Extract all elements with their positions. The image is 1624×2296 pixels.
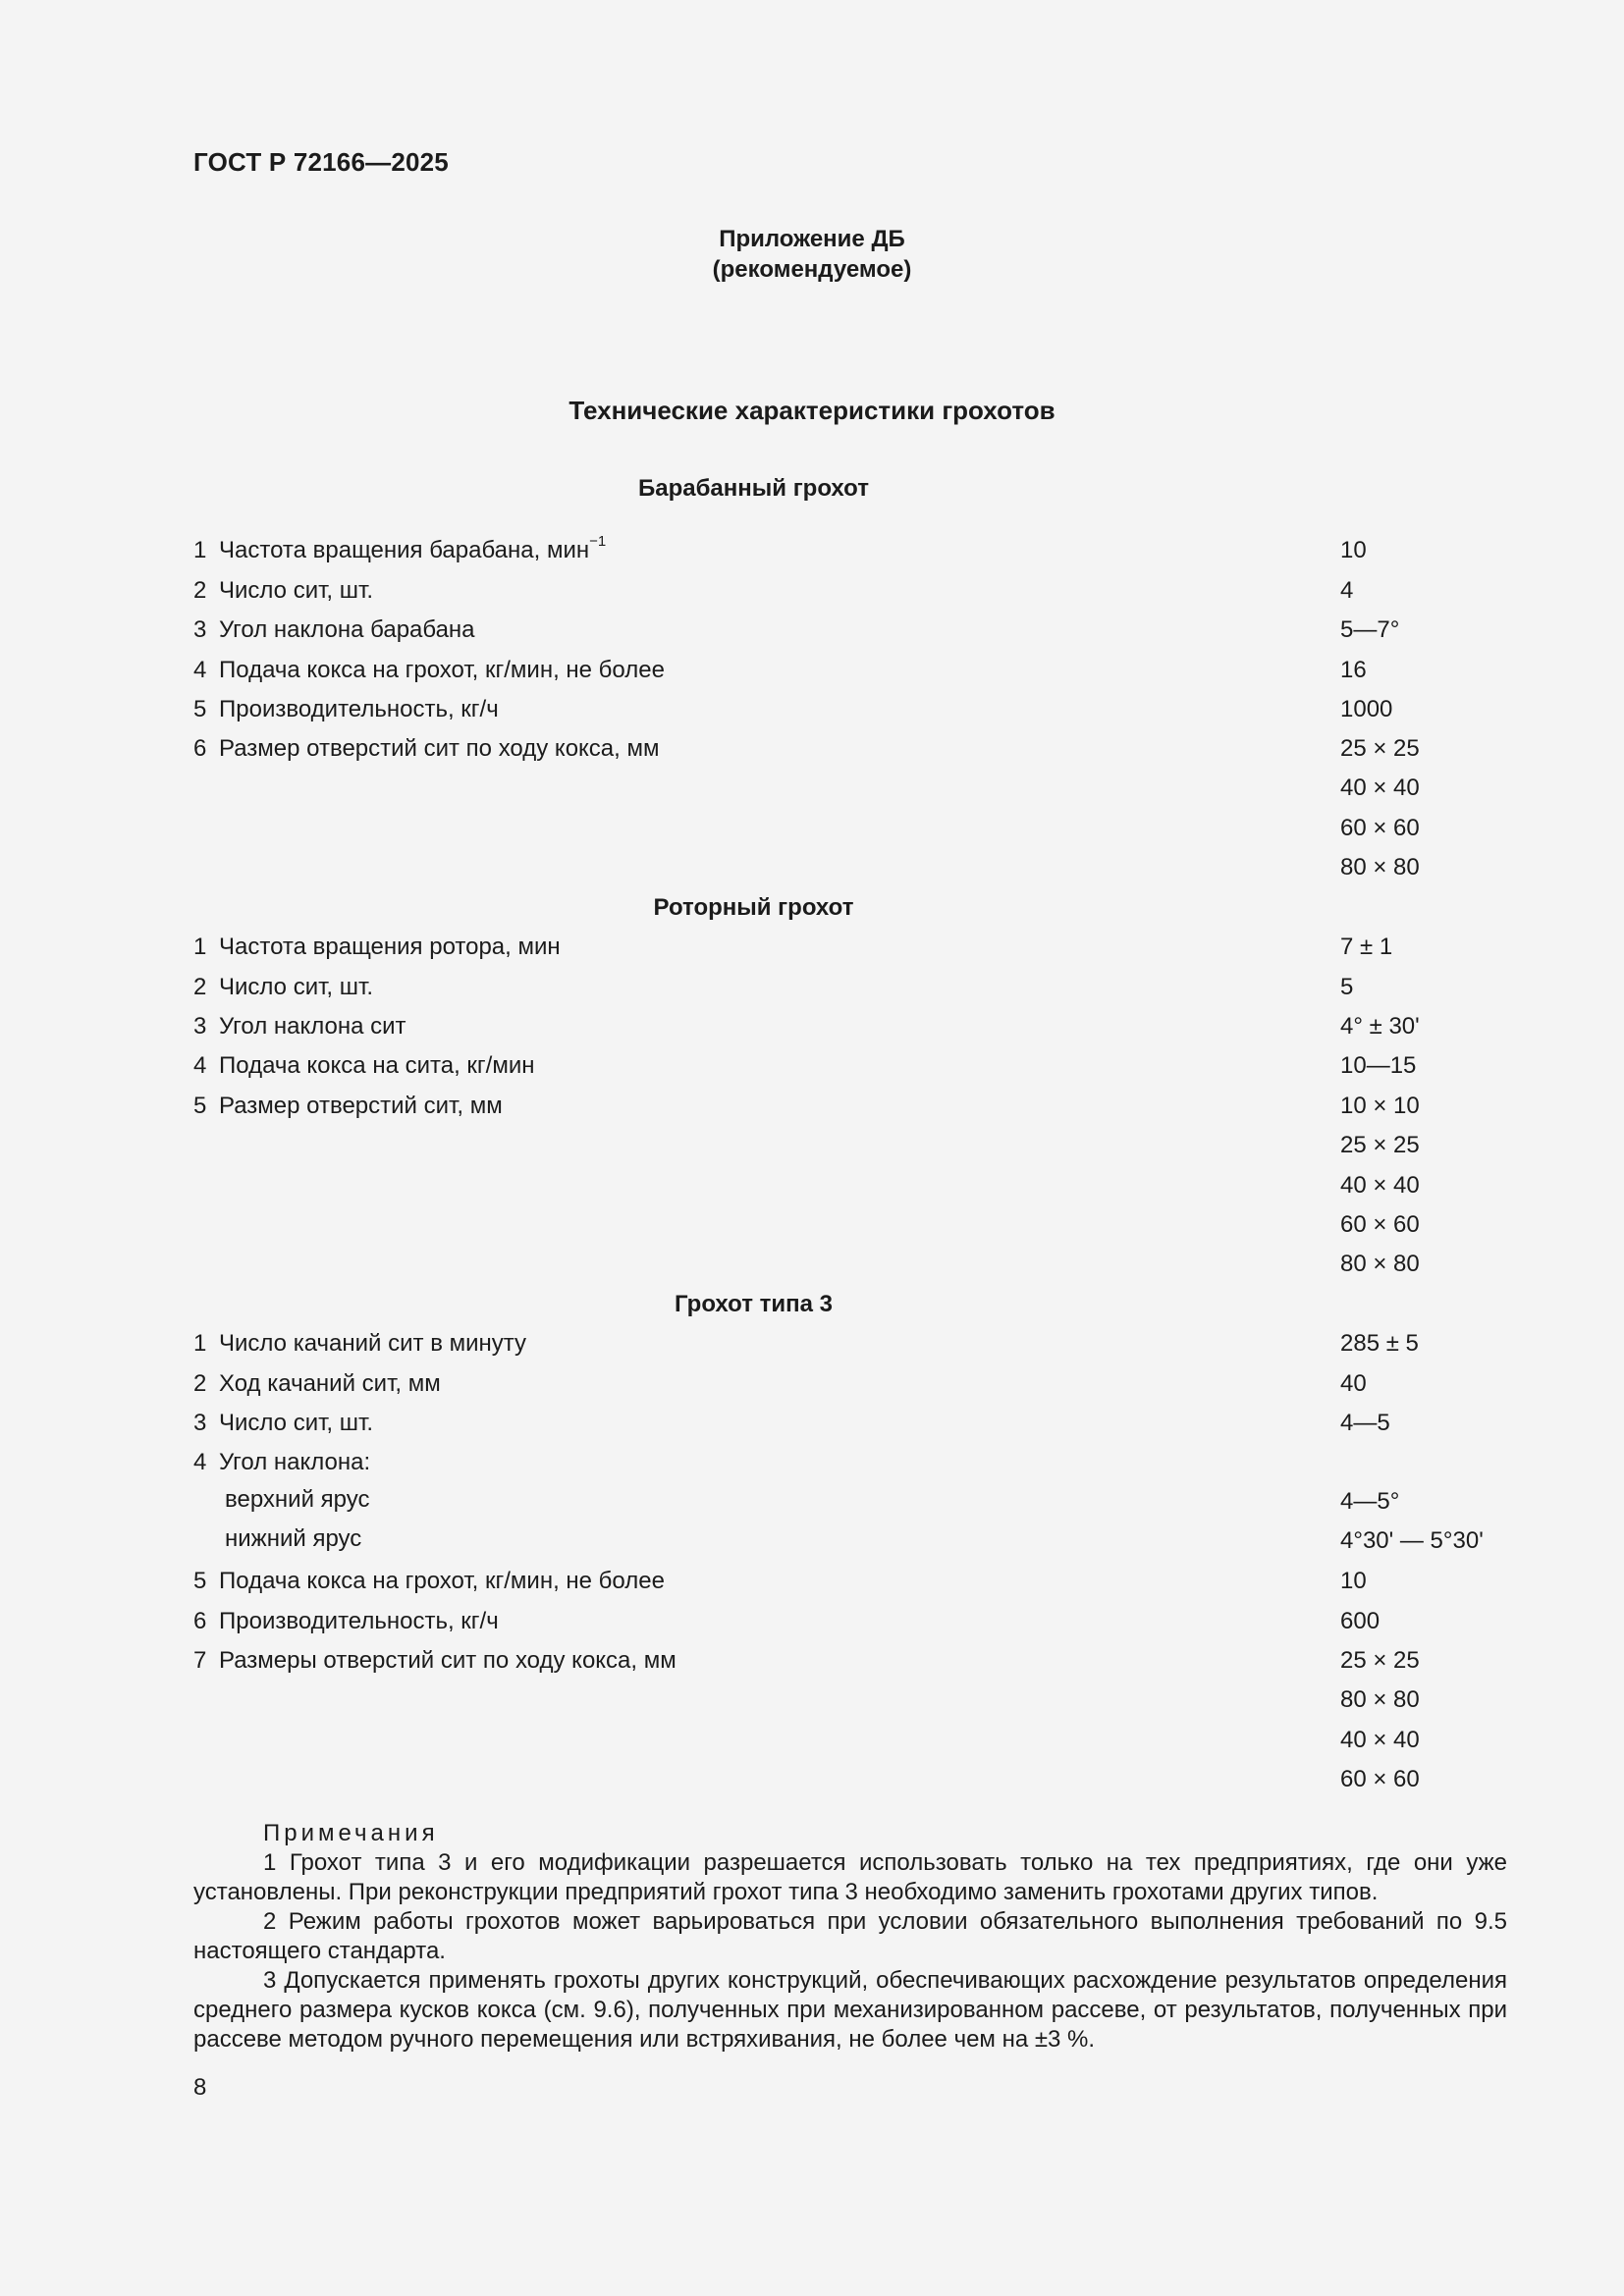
spec-row [193, 657, 1509, 696]
row-value: 40 [1340, 1370, 1367, 1397]
row-sublabel: нижний ярус [225, 1525, 362, 1552]
extra-value: 40 × 40 [1340, 774, 1420, 801]
section-title-drum-screen: Барабанный грохот [638, 475, 869, 502]
row-label: Угол наклона сит [219, 1013, 406, 1040]
row-label: Производительность, кг/ч [219, 696, 499, 722]
row-value: 7 ± 1 [1340, 934, 1393, 960]
row-value: 4—5 [1340, 1410, 1390, 1436]
extra-value: 40 × 40 [1340, 1727, 1420, 1753]
row-value: 4°30' — 5°30' [1340, 1527, 1484, 1554]
row-value: 10—15 [1340, 1052, 1417, 1079]
row-value: 10 [1340, 1568, 1367, 1594]
spec-row [193, 616, 1509, 656]
row-label: Частота вращения барабана, мин$^{-1}$ [219, 533, 607, 563]
row-label: Производительность, кг/ч [219, 1608, 499, 1634]
row-number: 5 [193, 1568, 207, 1594]
spec-row [193, 1568, 1509, 1607]
row-number: 4 [193, 1449, 207, 1475]
row-value: 5—7° [1340, 616, 1400, 643]
row-value: 4° ± 30' [1340, 1013, 1420, 1040]
extra-value: 80 × 80 [1340, 1251, 1420, 1277]
row-label: Размер отверстий сит, мм [219, 1093, 503, 1119]
row-label: Ход качаний сит, мм [219, 1370, 441, 1397]
document-title: Технические характеристики грохотов [568, 396, 1056, 425]
row-label: Число сит, шт. [219, 974, 374, 1000]
extra-value: 60 × 60 [1340, 1211, 1420, 1238]
row-value: 4—5° [1340, 1488, 1400, 1515]
row-sublabel: верхний ярус [225, 1486, 370, 1513]
row-number: 4 [193, 657, 207, 683]
unit-exponent: −1 [589, 533, 607, 550]
row-label: Подача кокса на грохот, кг/мин, не более [219, 1568, 665, 1594]
row-value: 1000 [1340, 696, 1393, 722]
note-item: 1 Грохот типа 3 и его модификации разрешается использовать только на тех предприятиях, где они уже установлены. При реконструкции предприятий грохот типа 3 необходимо заменить грохотами других типов. [193, 1849, 1507, 1905]
spec-row [193, 974, 1509, 1013]
spec-row [193, 533, 1509, 576]
spec-row [193, 1093, 1509, 1132]
row-label: Число сит, шт. [219, 1410, 374, 1436]
spec-row [193, 1370, 1509, 1410]
spec-row [193, 934, 1509, 973]
row-label: Число сит, шт. [219, 577, 374, 604]
row-label: Угол наклона барабана [219, 616, 475, 643]
row-number: 2 [193, 1370, 207, 1397]
row-value: 600 [1340, 1608, 1380, 1634]
row-number: 1 [193, 537, 207, 563]
row-value: 10 [1340, 537, 1367, 563]
row-number: 3 [193, 616, 207, 643]
row-number: 2 [193, 577, 207, 604]
spec-row [193, 1608, 1509, 1647]
row-number: 2 [193, 974, 207, 1000]
section-title-type3-screen: Грохот типа 3 [674, 1291, 833, 1317]
row-number: 1 [193, 1330, 207, 1357]
spec-row [193, 1410, 1509, 1449]
row-label: Подача кокса на грохот, кг/мин, не более [219, 657, 665, 683]
row-value: 5 [1340, 974, 1354, 1000]
spec-row [193, 735, 1509, 774]
note-item: 2 Режим работы грохотов может варьироваться при условии обязательного выполнения требований по 9.5 настоящего стандарта. [193, 1908, 1507, 1964]
extra-value: 25 × 25 [1340, 1132, 1420, 1158]
row-number: 3 [193, 1013, 207, 1040]
notes-block [193, 1819, 1507, 2055]
row-label: Размер отверстий сит по ходу кокса, мм [219, 735, 660, 762]
section-title-rotary-screen: Роторный грохот [653, 894, 854, 921]
extra-value: 80 × 80 [1340, 854, 1420, 881]
row-number: 6 [193, 1608, 207, 1634]
row-label: Число качаний сит в минуту [219, 1330, 527, 1357]
row-value: 25 × 25 [1340, 1647, 1420, 1674]
spec-row [193, 577, 1509, 616]
appendix-name: Приложение ДБ [719, 226, 905, 252]
row-label: Угол наклона: [219, 1449, 371, 1475]
row-value: 10 × 10 [1340, 1093, 1420, 1119]
row-value: 25 × 25 [1340, 735, 1420, 762]
spec-row [193, 1647, 1509, 1686]
extra-value: 60 × 60 [1340, 1766, 1420, 1792]
document-code: ГОСТ Р 72166—2025 [193, 147, 449, 177]
row-value: 4 [1340, 577, 1354, 604]
row-number: 5 [193, 696, 207, 722]
appendix-kind: (рекомендуемое) [712, 256, 912, 283]
spec-subrow [193, 1525, 1509, 1565]
notes-heading: Примечания [263, 1820, 439, 1846]
spec-subrow [193, 1486, 1509, 1525]
row-number: 3 [193, 1410, 207, 1436]
page-number: 8 [193, 2074, 207, 2101]
extra-value: 60 × 60 [1340, 815, 1420, 841]
extra-value: 80 × 80 [1340, 1686, 1420, 1713]
extra-value: 40 × 40 [1340, 1172, 1420, 1199]
row-number: 7 [193, 1647, 207, 1674]
spec-row [193, 696, 1509, 735]
row-number: 4 [193, 1052, 207, 1079]
note-item: 3 Допускается применять грохоты других конструкций, обеспечивающих расхождение результатов определения среднего размера кусков кокса (см. 9.6), полученных при механизированном рассеве, от результатов, полученных при рассеве методом ручного перемещения или встряхивания, не более чем на ±3 %. [193, 1967, 1507, 2053]
row-number: 5 [193, 1093, 207, 1119]
row-value: 16 [1340, 657, 1367, 683]
appendix-heading [0, 224, 1624, 285]
row-label: Размеры отверстий сит по ходу кокса, мм [219, 1647, 677, 1674]
row-label: Подача кокса на сита, кг/мин [219, 1052, 535, 1079]
spec-row [193, 1013, 1509, 1052]
row-number: 1 [193, 934, 207, 960]
row-number: 6 [193, 735, 207, 762]
row-value: 285 ± 5 [1340, 1330, 1419, 1357]
spec-row [193, 1330, 1509, 1369]
spec-row [193, 1449, 1509, 1488]
spec-row [193, 1052, 1509, 1092]
row-label: Частота вращения ротора, мин [219, 934, 561, 960]
